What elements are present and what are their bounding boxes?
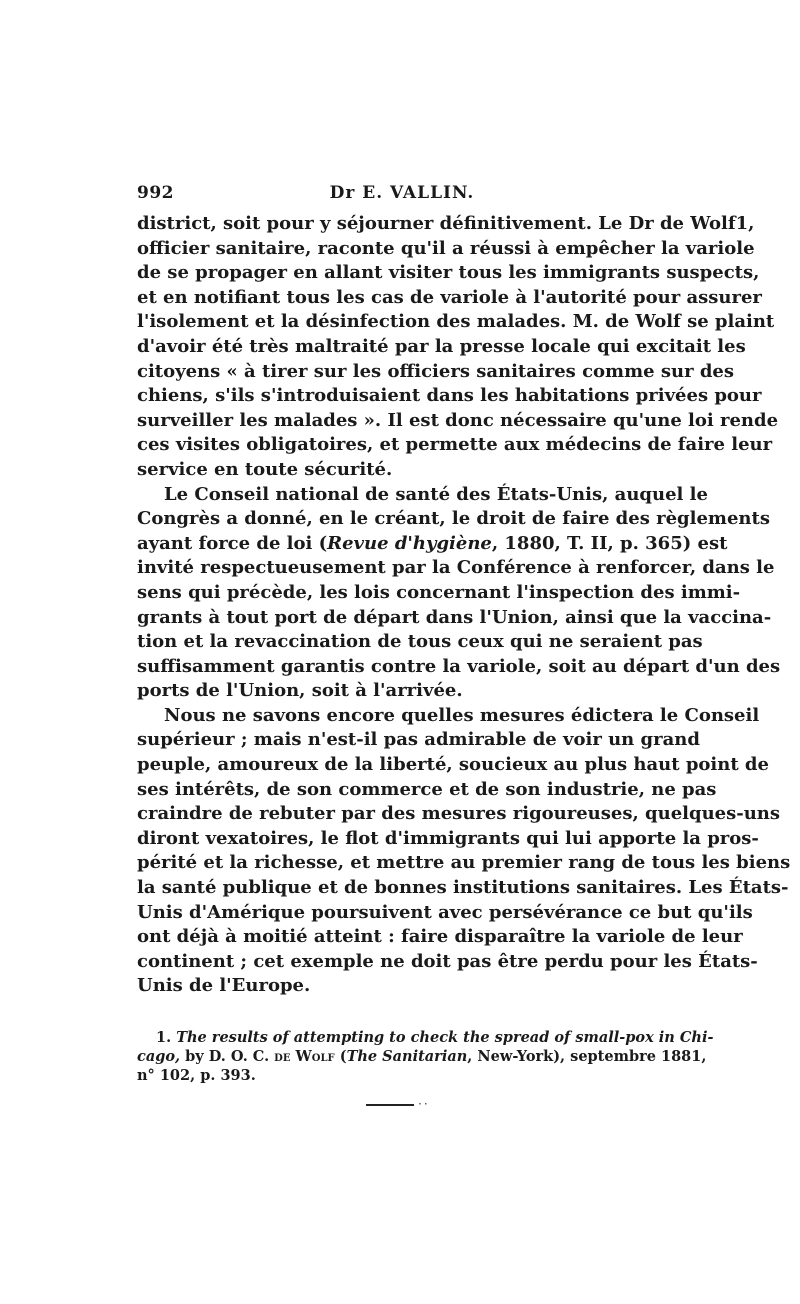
text-line: peuple, amoureux de la liberté, soucieux au plus haut point de (137, 754, 769, 776)
body-text (137, 212, 791, 999)
text-line: service en toute sécurité. (137, 458, 393, 480)
text-line: Unis de l'Europe. (137, 975, 311, 997)
text-segment: , 1880, T. II, p. 365) est (491, 532, 728, 554)
text-line: Unis d'Amérique poursuivent avec persévérance ce but qu'ils (137, 901, 753, 923)
text-line: ses intérêts, de son commerce et de son industrie, ne pas (137, 778, 717, 800)
footnote-line: n° 102, p. 393. (137, 1067, 256, 1084)
text-line: l'isolement et la désinfection des malades. M. de Wolf se plaint (137, 311, 775, 333)
text-line: sens qui précède, les lois concernant l'inspection des immi- (137, 581, 741, 603)
text-line: surveiller les malades ». Il est donc nécessaire qu'une loi rende (137, 409, 779, 431)
end-mark: ·· (418, 1097, 430, 1111)
text-line: grants à tout port de départ dans l'Union, ainsi que la vaccina- (137, 606, 772, 628)
footnote-marker: 1. (156, 1029, 172, 1046)
cited-title: The results of attempting to check the spread of small-pox in Chi- (176, 1029, 714, 1046)
paragraph-3 (137, 704, 791, 999)
footnote (137, 1028, 714, 1085)
text-line: ont déjà à moitié atteint : faire disparaître la variole de leur (137, 926, 743, 948)
text-line: ces visites obligatoires, et permette aux médecins de faire leur (137, 434, 773, 456)
header-title: Dr E. VALLIN. (329, 183, 475, 203)
text-line: craindre de rebuter par des mesures rigoureuses, quelques-uns (137, 803, 781, 825)
text-line: périté et la richesse, et mettre au premier rang de tous les biens (137, 852, 791, 874)
text-line: d'avoir été très maltraité par la presse locale qui excitait les (137, 335, 746, 357)
paragraph-2 (137, 483, 781, 704)
end-rule (366, 1104, 414, 1106)
cited-title: cago, (137, 1048, 181, 1065)
text-line: district, soit pour y séjourner définitivement. Le Dr de Wolf1, (137, 213, 755, 234)
text-line: de se propager en allant visiter tous les immigrants suspects, (137, 262, 760, 284)
text-line: Nous ne savons encore quelles mesures édictera le Conseil (164, 704, 760, 726)
text-line: ports de l'Union, soit à l'arrivée. (137, 680, 463, 702)
text-line: diront vexatoires, le flot d'immigrants qui lui apporte la pros- (137, 827, 759, 849)
text-line: officier sanitaire, raconte qu'il a réussi à empêcher la variole (137, 237, 755, 259)
paragraph-1 (137, 212, 779, 483)
footnote-line (137, 1028, 714, 1047)
author-name: de Wolf (274, 1048, 335, 1065)
text-line: suffisamment garantis contre la variole, soit au départ d'un des (137, 655, 781, 677)
page-number: 992 (137, 183, 174, 203)
text-line: supérieur ; mais n'est-il pas admirable de voir un grand (137, 729, 700, 751)
text-segment: by D. O. C. (180, 1048, 275, 1065)
text-line (137, 532, 728, 557)
text-line: chiens, s'ils s'introduisaient dans les habitations privées pour (137, 385, 762, 407)
journal-title: Revue d'hygiène (327, 532, 492, 554)
text-segment: , New-York), septembre 1881, (467, 1048, 707, 1065)
text-line: continent ; cet exemple ne doit pas être perdu pour les États- (137, 950, 758, 972)
text-line: la santé publique et de bonnes institutions sanitaires. Les États- (137, 877, 789, 899)
text-line: tion et la revaccination de tous ceux qui ne seraient pas (137, 631, 703, 653)
running-head (137, 183, 667, 209)
text-segment: ( (334, 1048, 347, 1065)
footnote-line (137, 1047, 707, 1066)
text-line: Le Conseil national de santé des États-Unis, auquel le (164, 483, 708, 505)
text-line: Congrès a donné, en le créant, le droit de faire des règlements (137, 508, 770, 530)
text-line: citoyens « à tirer sur les officiers sanitaires comme sur des (137, 360, 735, 382)
text-segment: ayant force de loi ( (137, 532, 328, 554)
text-line: invité respectueusement par la Conférence à renforcer, dans le (137, 557, 775, 579)
journal-title: The Sanitarian (346, 1048, 468, 1065)
text-line: et en notifiant tous les cas de variole à l'autorité pour assurer (137, 286, 762, 308)
